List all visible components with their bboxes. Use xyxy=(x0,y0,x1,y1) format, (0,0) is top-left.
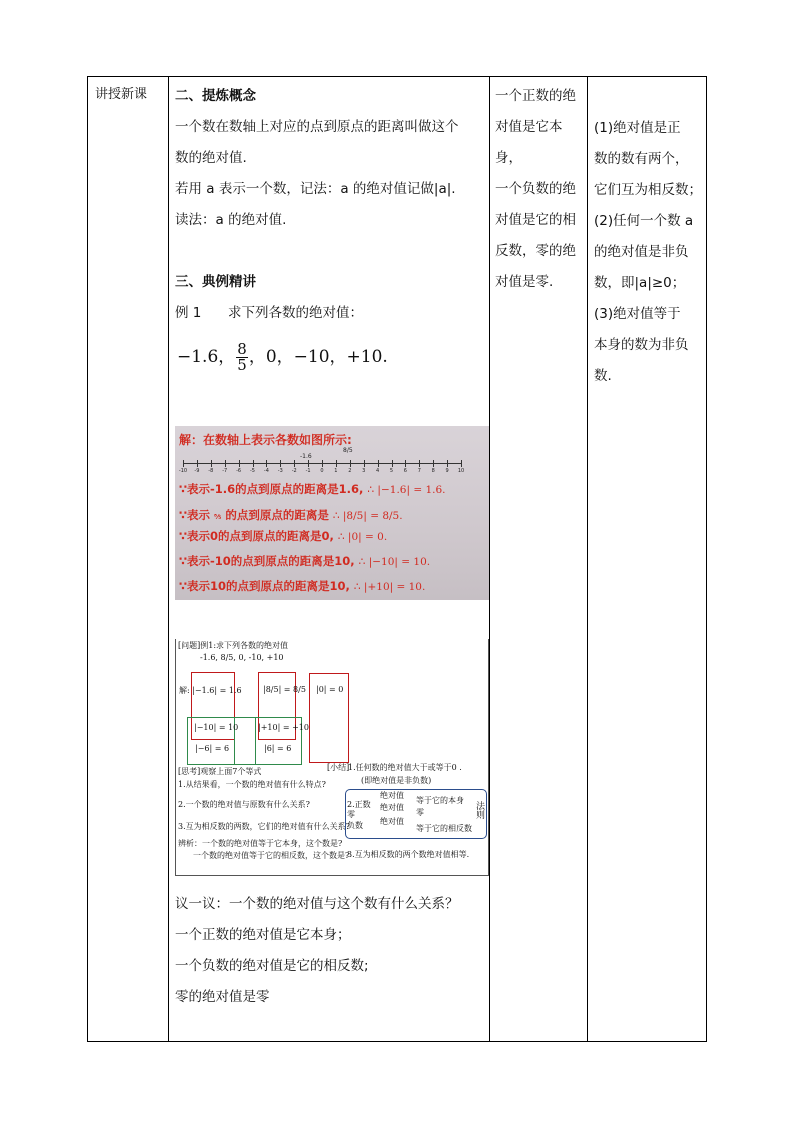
activity-line: 一个负数的绝 xyxy=(495,181,576,197)
axis-tick-label: -6 xyxy=(236,468,242,474)
slide-summary-line: (即绝对值是非负数) xyxy=(361,776,432,785)
mark-neg: -1.6 xyxy=(300,453,312,460)
discussion-question: 议一议：一个数的绝对值与这个数有什么关系？ xyxy=(175,896,459,912)
note-line: (1)绝对值是正 xyxy=(594,120,681,136)
definition-line: 数的绝对值. xyxy=(175,150,247,166)
axis-tick-label: 10 xyxy=(457,468,465,474)
photo-text: ∵表示-10的点到原点的距离是10, xyxy=(179,554,355,568)
math-expression xyxy=(177,335,486,379)
axis-tick xyxy=(336,460,337,467)
slide-eq: |0| = 0 xyxy=(316,685,344,694)
section2-title: 二、提炼概念 xyxy=(175,88,256,104)
activity-line: 一个正数的绝 xyxy=(495,88,576,104)
math-term: −1.6， xyxy=(177,346,236,367)
slide-rule: 绝对值 xyxy=(380,803,404,812)
slide-numbers: -1.6, 8/5, 0, -10, +10 xyxy=(200,653,284,662)
lesson-table xyxy=(87,76,707,1042)
slide-summary-line: 1.任何数的绝对值大于或等于0 . xyxy=(348,763,462,772)
stage-cell xyxy=(88,77,169,102)
number-line-photo xyxy=(175,426,489,600)
axis-tick xyxy=(253,460,254,467)
content-cell xyxy=(169,77,490,379)
slide-eq: 解: |−1.6| = 1.6 xyxy=(179,686,242,695)
axis-tick xyxy=(350,460,351,467)
axis-tick xyxy=(197,460,198,467)
example-label: 例 1 xyxy=(175,305,202,321)
section3-title: 三、典例精讲 xyxy=(175,274,256,290)
stage-label: 讲授新课 xyxy=(95,87,148,102)
photo-result: ∴ |+10| = 10. xyxy=(353,581,426,593)
reading-text: 读法：a 的绝对值. xyxy=(175,212,287,228)
axis-tick-label: 0 xyxy=(320,468,324,474)
slide-analysis: 一个数的绝对值等于它的相反数，这个数是? xyxy=(193,851,350,860)
summary-slide xyxy=(175,639,489,876)
axis-tick xyxy=(461,460,462,467)
axis-tick xyxy=(405,460,406,467)
student-activity-cell xyxy=(490,77,588,298)
axis-tick xyxy=(364,460,365,467)
slide-rule: 等于它的相反数 xyxy=(416,824,472,833)
example-text: 求下列各数的绝对值： xyxy=(227,305,363,321)
slide-question: 3.互为相反数的两数，它们的绝对值有什么关系? xyxy=(178,822,350,831)
axis-tick-label: 8 xyxy=(431,468,435,474)
fraction-denominator: 5 xyxy=(237,355,247,374)
note-line: 数的数有两个， xyxy=(594,151,689,167)
slide-rule: 2.正数 xyxy=(347,800,371,809)
photo-result: ∴ |−1.6| = 1.6. xyxy=(367,484,446,496)
discussion-rule: 一个负数的绝对值是它的相反数; xyxy=(175,958,369,974)
axis-tick xyxy=(239,460,240,467)
axis-tick xyxy=(433,460,434,467)
axis-tick xyxy=(183,460,184,467)
photo-text: ∵表示 xyxy=(179,508,211,522)
slide-rule: 零 xyxy=(347,810,355,819)
axis-tick-label: -7 xyxy=(222,468,228,474)
axis-tick xyxy=(280,460,281,467)
slide-rule: 负数 xyxy=(347,821,363,830)
axis-tick-label: 1 xyxy=(334,468,338,474)
activity-line: 对值是零. xyxy=(495,274,554,290)
axis-tick xyxy=(378,460,379,467)
note-line: (3)绝对值等于 xyxy=(594,306,681,322)
axis-tick-label: -1 xyxy=(305,468,311,474)
axis-tick-label: 9 xyxy=(445,468,449,474)
note-line: 数，即|a|≥0； xyxy=(594,275,686,291)
axis-tick-label: 3 xyxy=(362,468,366,474)
axis-tick-label: -5 xyxy=(250,468,255,474)
photo-line xyxy=(179,578,425,594)
slide-eq: |−10| = 10 xyxy=(194,723,239,732)
axis-tick-label: -3 xyxy=(277,468,283,474)
axis-tick-label: -4 xyxy=(263,468,269,474)
axis-tick-label: -2 xyxy=(291,468,297,474)
photo-header: 解：在数轴上表示各数如图所示: xyxy=(179,433,352,447)
photo-text: 的点到原点的距离是 xyxy=(225,508,329,522)
slide-rule: 等于它的本身 xyxy=(416,796,464,805)
slide-rule: 绝对值 xyxy=(380,817,404,826)
photo-text: ∵表示-1.6的点到原点的距离是1.6, xyxy=(179,482,364,496)
axis-tick xyxy=(294,460,295,467)
axis-tick xyxy=(308,460,309,467)
axis-tick-label: 5 xyxy=(389,468,394,474)
photo-text: ∵表示10的点到原点的距离是10, xyxy=(179,579,350,593)
slide-eq: |8/5| = 8/5 xyxy=(263,685,306,694)
slide-header: [问题]例1:求下列各数的绝对值 xyxy=(178,641,289,650)
notes-cell xyxy=(588,77,706,392)
slide-analysis: 辨析：一个数的绝对值等于它本身，这个数是? xyxy=(178,839,343,848)
slide-rule: 零 xyxy=(416,808,424,817)
axis-tick xyxy=(266,460,267,467)
discussion-rule: 零的绝对值是零 xyxy=(175,989,270,1005)
slide-question: 1.从结果看，一个数的绝对值有什么特点? xyxy=(178,780,326,789)
slide-law: 法则 xyxy=(474,801,484,819)
slide-rule: 绝对值 xyxy=(380,791,404,800)
slide-think: [思考]观察上面7个等式 xyxy=(178,767,262,776)
slide-summary: [小结] xyxy=(327,763,350,772)
photo-line: ∵表示 ⁸⁄₅ 的点到原点的距离是 ∴ |8/5| = 8/5. xyxy=(179,508,403,522)
note-line: 的绝对值是非负 xyxy=(594,244,689,260)
activity-line: 对值是它的相 xyxy=(495,212,576,228)
slide-eq: |−6| = 6 xyxy=(195,744,230,753)
axis-tick-label: 6 xyxy=(403,468,407,474)
photo-line xyxy=(179,481,446,497)
axis-tick xyxy=(392,460,393,467)
axis-tick-label: 7 xyxy=(417,468,421,474)
notation-text: 若用 a 表示一个数，记法：a 的绝对值记做|a|. xyxy=(175,181,456,197)
axis-tick xyxy=(419,460,420,467)
discussion-rule: 一个正数的绝对值是它本身； xyxy=(175,927,351,943)
fraction-numerator: 8 xyxy=(237,339,247,358)
axis-tick-label: 4 xyxy=(376,468,380,474)
axis-tick-label: -10 xyxy=(178,468,188,474)
note-line: (2)任何一个数 a xyxy=(594,213,694,229)
slide-question: 2.一个数的绝对值与原数有什么关系? xyxy=(178,800,310,809)
axis-tick xyxy=(322,460,323,467)
slide-summary-line: 3.互为相反数的两个数绝对值相等. xyxy=(347,850,470,859)
definition-line: 一个数在数轴上对应的点到原点的距离叫做这个 xyxy=(175,119,459,135)
math-term: ，0，−10，+10. xyxy=(248,346,388,367)
number-line-axis xyxy=(178,463,465,474)
note-line: 本身的数为非负 xyxy=(594,337,689,353)
axis-tick xyxy=(211,460,212,467)
axis-tick xyxy=(447,460,448,467)
note-line: 它们互为相反数； xyxy=(594,182,702,198)
axis-tick xyxy=(225,460,226,467)
discussion-block xyxy=(169,889,490,1013)
photo-text: ∵表示0的点到原点的距离是0, xyxy=(179,529,334,543)
axis-tick-label: -8 xyxy=(208,468,214,474)
example-line xyxy=(175,298,486,329)
photo-line xyxy=(179,553,430,569)
mark-frac: 8/5 xyxy=(343,447,353,454)
photo-result: ∴ |8/5| = 8/5. xyxy=(332,510,403,522)
slide-eq: |+10| = +10 xyxy=(258,723,309,732)
photo-line xyxy=(179,528,387,544)
photo-result: ∴ |0| = 0. xyxy=(337,531,388,543)
slide-eq: |6| = 6 xyxy=(264,744,292,753)
fraction xyxy=(236,339,248,374)
note-line: 数. xyxy=(594,368,612,384)
axis-tick-label: 2 xyxy=(348,468,352,474)
activity-line: 反数，零的绝 xyxy=(495,243,576,259)
photo-result: ∴ |−10| = 10. xyxy=(358,556,431,568)
activity-line: 对值是它本身， xyxy=(495,119,563,166)
axis-tick-label: -9 xyxy=(194,468,200,474)
